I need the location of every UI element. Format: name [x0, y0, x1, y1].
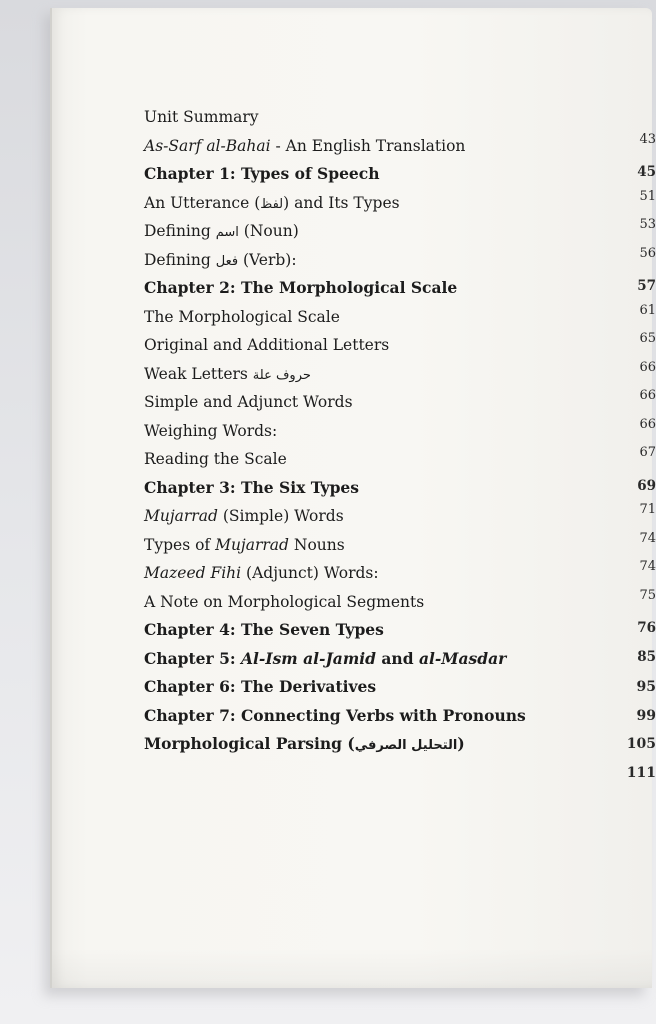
title-text: Al-Ism al-Jamid [240, 648, 376, 668]
toc-page-number: 56 [639, 245, 656, 261]
title-text: and [375, 648, 419, 668]
toc-chapter-entry [144, 160, 656, 189]
toc-entry-title [144, 360, 311, 391]
title-text: Reading the Scale [144, 450, 287, 468]
title-text: Chapter 2: The Morphological Scale [144, 278, 458, 297]
book-page [50, 8, 656, 988]
toc-entry [144, 360, 656, 389]
arabic-term: لفظ [260, 196, 284, 212]
toc-page-number: 51 [639, 188, 656, 204]
table-of-contents [144, 103, 656, 787]
title-text: Defining [144, 222, 216, 240]
toc-page-number: 99 [636, 707, 656, 724]
toc-chapter-entry [144, 759, 656, 788]
toc-chapter-entry [144, 274, 656, 303]
title-text: Chapter 7: Connecting Verbs with Pronouns [144, 705, 526, 725]
toc-page-number: 95 [636, 679, 656, 695]
title-text: The Morphological Scale [144, 307, 340, 326]
toc-page-number: 57 [637, 278, 656, 294]
toc-entry-title [144, 673, 376, 702]
title-text: (Noun) [238, 222, 299, 240]
title-text: Chapter 4: The Seven Types [144, 620, 384, 639]
toc-entry-title [144, 588, 424, 617]
title-text: Weighing Words: [144, 421, 278, 440]
toc-entry-title [144, 445, 287, 474]
toc-page-number: 65 [639, 331, 656, 346]
toc-entry-title [144, 502, 344, 531]
toc-entry-title [144, 417, 277, 446]
title-text: As-Sarf al-Bahai [144, 136, 271, 155]
toc-page-number: 111 [626, 764, 656, 781]
toc-entry-title [144, 189, 400, 220]
title-text: al-Masdar [418, 648, 507, 668]
toc-page-number: 66 [639, 416, 656, 432]
title-text: Mujarrad [144, 507, 218, 525]
title-text: Types of [144, 535, 216, 554]
title-text: A Note on Morphological Segments [144, 592, 425, 611]
title-text: (Simple) Words [217, 507, 344, 525]
toc-page-number: 53 [639, 217, 656, 232]
toc-page-number: 74 [639, 530, 656, 546]
toc-entry-title [144, 559, 379, 588]
toc-entry [144, 132, 656, 161]
toc-chapter-entry [144, 702, 656, 731]
toc-entry [144, 502, 656, 531]
toc-chapter-entry [144, 673, 656, 702]
toc-page-number: 66 [639, 359, 656, 375]
title-text: Mujarrad [215, 535, 289, 554]
toc-chapter-entry [144, 645, 656, 674]
toc-entry [144, 559, 656, 588]
title-text: (Verb): [238, 250, 297, 269]
title-text: ) [457, 734, 465, 753]
toc-entry-title [144, 474, 359, 503]
toc-page-number: 43 [639, 131, 656, 147]
toc-entry [144, 417, 656, 446]
toc-entry-title [144, 160, 380, 189]
toc-entry-title [144, 388, 353, 417]
title-text: Nouns [288, 535, 345, 554]
toc-entry [144, 331, 656, 360]
toc-page-number: 67 [639, 445, 656, 460]
toc-page-number: 66 [639, 388, 656, 403]
title-text: Simple and Adjunct Words [144, 393, 353, 411]
title-text: (Adjunct) Words: [241, 564, 379, 582]
toc-page-number: 76 [637, 620, 656, 636]
toc-page-number: 75 [639, 587, 656, 603]
title-text: Chapter 1: Types of Speech [144, 164, 380, 183]
toc-entry-title [144, 103, 259, 132]
title-text: Chapter 5: [144, 648, 241, 668]
arabic-term: التحليل الصرفي [354, 738, 458, 753]
title-text: Morphological Parsing ( [144, 734, 355, 753]
toc-page-number: 61 [639, 302, 656, 318]
title-text: Original and Additional Letters [144, 336, 390, 354]
toc-page-number: 105 [626, 736, 656, 752]
toc-chapter-entry [144, 474, 656, 503]
toc-page-number: 69 [637, 477, 656, 494]
title-text: ) and Its Types [283, 193, 400, 212]
title-text: Mazeed Fihi [144, 564, 242, 582]
toc-chapter-entry [144, 730, 656, 759]
toc-entry [144, 531, 656, 560]
toc-entry [144, 217, 656, 246]
title-text: Chapter 6: The Derivatives [144, 677, 377, 696]
toc-entry [144, 588, 656, 617]
arabic-term: اسم [215, 225, 239, 240]
title-text: An Utterance ( [144, 193, 261, 212]
arabic-term: فعل [215, 253, 239, 269]
toc-entry-title [144, 274, 457, 303]
toc-entry-title [144, 730, 465, 761]
title-text: Weak Letters [144, 364, 253, 383]
toc-page-number: 85 [637, 648, 656, 665]
title-text: Defining [144, 250, 216, 269]
toc-entry-title [144, 217, 299, 248]
toc-entry-title [144, 531, 345, 560]
toc-entry-title [144, 702, 526, 731]
toc-entry [144, 103, 656, 132]
title-text: Unit Summary [144, 108, 259, 126]
toc-entry-title [144, 616, 384, 645]
toc-entry [144, 445, 656, 474]
toc-entry-title [144, 246, 297, 277]
toc-entry [144, 246, 656, 275]
toc-entry [144, 388, 656, 417]
title-text: - An English Translation [270, 136, 466, 155]
toc-entry-title [144, 132, 465, 161]
toc-entry [144, 189, 656, 218]
toc-entry-title [144, 645, 506, 674]
toc-entry [144, 303, 656, 332]
arabic-term: حروف علة [252, 367, 311, 383]
toc-page-number: 74 [639, 559, 656, 574]
title-text: Chapter 3: The Six Types [144, 477, 360, 497]
toc-entry-title [144, 303, 340, 332]
toc-chapter-entry [144, 616, 656, 645]
toc-page-number: 45 [637, 164, 656, 180]
toc-entry-title [144, 331, 389, 360]
toc-page-number: 71 [639, 502, 656, 517]
